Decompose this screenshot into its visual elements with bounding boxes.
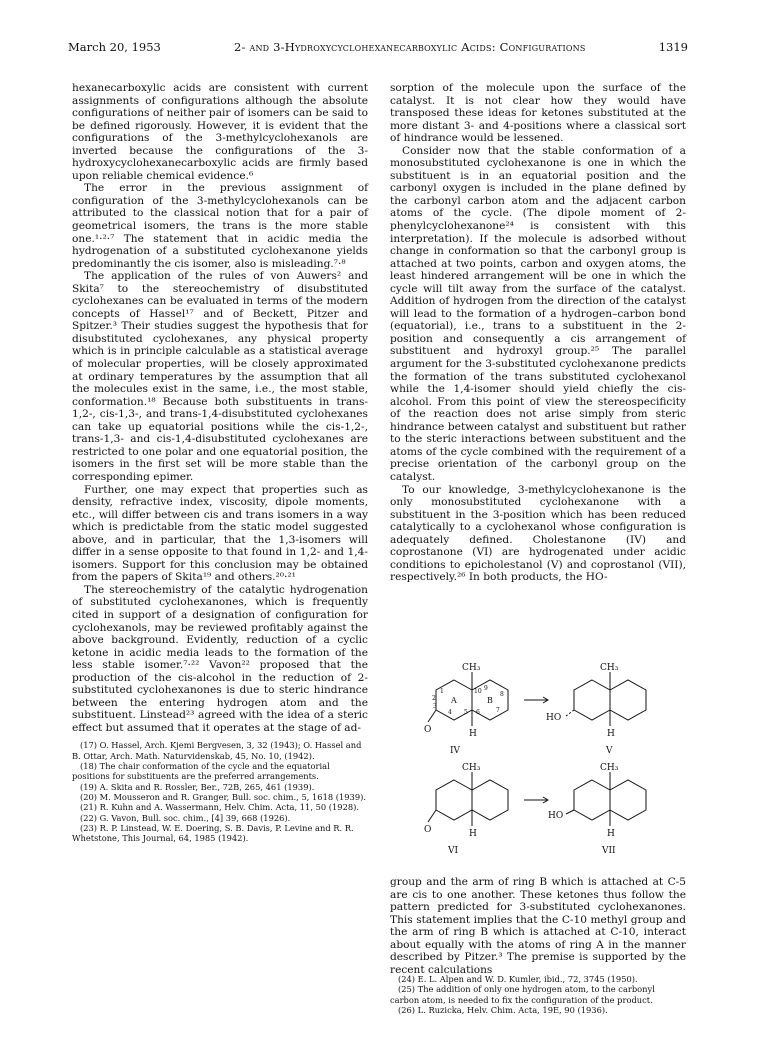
footnote: (17) O. Hassel, Arch. Kjemi Bergvesen, 3, 32 (1943); O. Hassel and B. Ottar, Arch. Math. Naturvidenskab, 45, No. 10, (1942).: [72, 740, 362, 761]
hydroxyl-label: HO: [548, 811, 564, 821]
ch3-label: CH₃: [462, 763, 481, 773]
footnote: (26) L. Ruzicka, Helv. Chim. Acta, 19E, 90 (1936).: [398, 1004, 608, 1015]
atom-number: 10: [474, 688, 482, 695]
atom-number: 4: [448, 709, 452, 716]
ch3-label: CH₃: [462, 663, 481, 673]
page-header: [68, 40, 688, 58]
footnote: (24) E. L. Alpen and W. D. Kumler, ibid., 72, 3745 (1950).: [398, 974, 638, 984]
header-date: March 20, 1953: [68, 40, 161, 54]
hydrogen-label: H: [607, 729, 615, 739]
ch3-label: CH₃: [600, 663, 619, 673]
paragraph: The stereochemistry of the catalytic hydrogenation of substituted cyclohexanones, which is frequently cited in support of a designation of configuration for cyclohexanols, may be reviewed profitably against the above background. Evidently, reduction of a cyclic ketone in acidic media leads to the formation of the less stable isomer.⁷·²² Vavon²² proposed that the production of the cis-alcohol in the reduction of 2-substituted cyclohexanones is due to steric hindrance between the entering hydrogen atom and the substituent. Linstead²³ agreed with the idea of a steric effect but assumed that it operates at the stage of ad-: [72, 583, 368, 734]
ring-a-label: A: [451, 696, 457, 705]
compound-label: IV: [450, 746, 461, 756]
header-title: 2- and 3-Hydroxycyclohexanecarboxylic Acids: Configurations: [234, 40, 586, 54]
hydrogen-label: H: [469, 829, 477, 839]
footnote: (18) The chair conformation of the cycle and the equatorial positions for substituents are the preferred arrangements.: [72, 761, 330, 782]
footnotes-right: [390, 974, 686, 1015]
footnote: (25) The addition of only one hydrogen atom, to the carbonyl carbon atom, is needed to fix the configuration of the product.: [390, 984, 655, 1005]
paragraph: group and the arm of ring B which is attached at C-5 are cis to one another. These ketones thus follow the pattern predicted for 3-substituted cyclohexanones. This statement implies that the C-10 methyl group and the arm of ring B which is attached at C-10, interact about equally with the atoms of ring A in the manner described by Pitzer.³ The premise is supported by the recent calculations: [390, 876, 686, 976]
footnotes-left: [72, 740, 368, 843]
oxygen-label: O: [424, 725, 432, 735]
compound-label: VI: [448, 846, 459, 856]
atom-number: 9: [484, 685, 488, 692]
hydrogen-label: H: [469, 729, 477, 739]
footnote: (22) G. Vavon, Bull. soc. chim., [4] 39, 668 (1926).: [80, 812, 291, 823]
footnote: (21) R. Kuhn and A. Wassermann, Helv. Chim. Acta, 11, 50 (1928).: [80, 802, 360, 813]
atom-number: 6: [476, 709, 480, 716]
atom-number: 1: [440, 688, 444, 695]
atom-number: 2: [432, 695, 436, 702]
hydrogen-label: H: [607, 829, 615, 839]
atom-number: 5: [464, 709, 468, 716]
page-number: 1319: [658, 40, 688, 54]
compound-label: VII: [602, 846, 616, 856]
right-column-continued: [390, 876, 686, 976]
paragraph: sorption of the molecule upon the surface of the catalyst. It is not clear how they would have transposed these ideas for ketones substituted at the more distant 3- and 4-positions where a classical sort of hindrance would be lessened.: [390, 82, 686, 145]
structure-diagram: [424, 660, 674, 875]
compound-label: V: [606, 746, 613, 756]
ring-b-label: B: [487, 696, 493, 705]
left-column: [72, 82, 368, 843]
footnote: (20) M. Mousseron and R. Granger, Bull. soc. chim., 5, 1618 (1939).: [80, 791, 366, 802]
right-column: [390, 82, 686, 584]
atom-number: 7: [496, 707, 500, 714]
ch3-label: CH₃: [600, 763, 619, 773]
paragraph: hexanecarboxylic acids are consistent with current assignments of configurations although the absolute configurations of neither pair of isomers can be said to be defined rigorously. However, it is evident that the configurations of the 3-methylcyclohexanols are inverted because the configurations of the 3-hydroxycyclohexanecarboxylic acids are firmly based upon reliable chemical evidence.⁶: [72, 82, 368, 182]
footnote: (19) A. Skita and R. Rossler, Ber., 72B, 265, 461 (1939).: [80, 781, 315, 792]
paragraph: The application of the rules of von Auwers² and Skita⁷ to the stereochemistry of disubstituted cyclohexanes can be evaluated in terms of the modern concepts of Hassel¹⁷ and of Beckett, Pitzer and Spitzer.³ Their studies suggest the hypothesis that for disubstituted cyclohexanes, any physical property which is in principle calculable as a statistical average of molecular properties, will be closely approximated at ordinary temperatures by the assumption that all the molecules exist in the same, i.e., the most stable, conformation.¹⁸ Because both substituents in trans-1,2-, cis-1,3-, and trans-1,4-disubstituted cyclohexanes can take up equatorial positions while the cis-1,2-, trans-1,3- and cis-1,4-disubstituted cyclohexanes are restricted to one polar and one equatorial position, the isomers in the first set will be more stable than the corresponding epimer.: [72, 270, 368, 483]
atom-number: 8: [500, 691, 504, 698]
atom-number: 3: [433, 703, 437, 710]
footnote: (23) R. P. Linstead, W. E. Doering, S. B. Davis, P. Levine and R. R. Whetstone, This Journal, 64, 1985 (1942).: [72, 822, 354, 844]
oxygen-label: O: [424, 825, 432, 835]
steroid-structures-figure: [424, 660, 674, 875]
paragraph: Further, one may expect that properties such as density, refractive index, viscosity, dipole moments, etc., will differ between cis and trans isomers in a way which is predictable from the static model suggested above, and in particular, that the 1,3-isomers will differ in a sense opposite to that found in 1,2- and 1,4-isomers. Support for this conclusion may be obtained from the papers of Skita¹⁹ and others.²⁰·²¹: [72, 483, 368, 584]
hydroxyl-label: HO: [546, 713, 562, 723]
paragraph: Consider now that the stable conformation of a monosubstituted cyclohexanone is one in which the substituent is in an equatorial position and the carbonyl oxygen is included in the plane defined by the carbonyl carbon atom and the adjacent carbon atoms of the cycle. (The dipole moment of 2-phenylcyclohexanone²⁴ is consistent with this interpretation). If the molecule is adsorbed without change in conformation so that the carbonyl group is attached at two points, carbon and oxygen atoms, the least hindered arrangement will be one in which the cycle will tilt away from the surface of the catalyst. Addition of hydrogen from the direction of the catalyst will lead to the formation of a hydrogen–carbon bond (equatorial), i.e., trans to a substituent in the 2-position and consequently a cis arrangement of substituent and hydroxyl group.²⁵ The parallel argument for the 3-substituted cyclohexanone predicts the formation of the trans substituted cyclohexanol while the 1,4-isomer should yield chiefly the cis-alcohol. From this point of view the stereospecificity of the reaction does not arise simply from steric hindrance between catalyst and substituent but rather to the steric interactions between substituent and the atoms of the cycle combined with the requirement of a precise orientation of the carbonyl group on the catalyst.: [390, 144, 686, 483]
paragraph: To our knowledge, 3-methylcyclohexanone is the only monosubstituted cyclohexanone with a substituent in the 3-position which has been reduced catalytically to a cyclohexanol whose configuration is adequately defined. Cholestanone (IV) and coprostanone (VI) are hydrogenated under acidic conditions to epicholestanol (V) and coprostanol (VII), respectively.²⁶ In both products, the HO-: [390, 483, 686, 584]
paragraph: The error in the previous assignment of configuration of the 3-methylcyclohexanols can be attributed to the classical notion that for a pair of geometrical isomers, the trans is the more stable one.¹·²·⁷ The statement that in acidic media the hydrogenation of a substituted cyclohexanone yields predominantly the cis isomer, also is misleading.⁷·⁸: [72, 182, 368, 270]
